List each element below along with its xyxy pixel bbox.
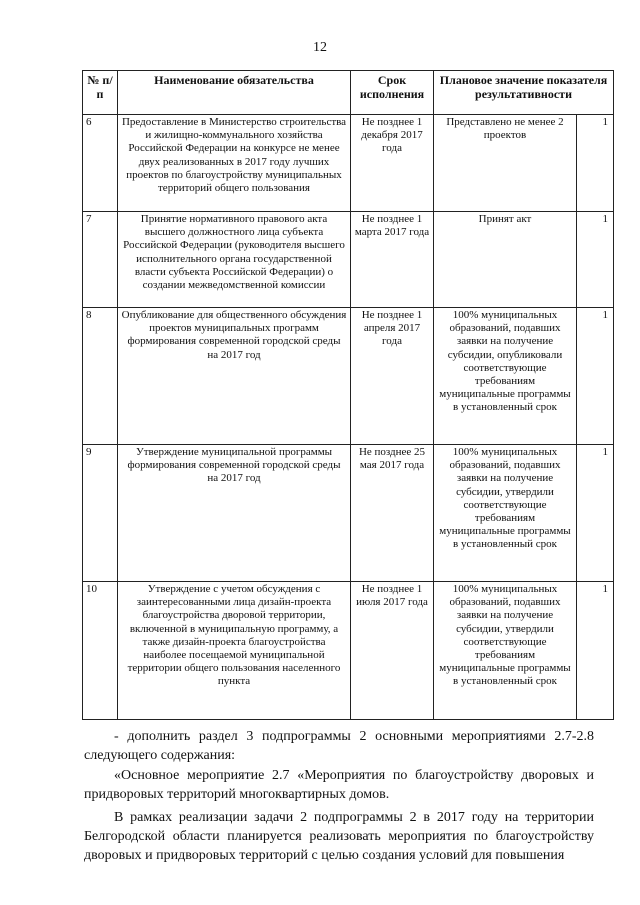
paragraph-amendment: - дополнить раздел 3 подпрограммы 2 основными мероприятиями 2.7-2.8 следующего содержания: (84, 729, 594, 763)
row-value: 100% муниципальных образований, подавших заявки на получение субсидии, опубликовали соответствующие требованиям муниципальные программы в установленный срок (434, 308, 577, 445)
row-score: 1 (577, 445, 614, 582)
table-row (83, 212, 614, 308)
row-score: 1 (577, 212, 614, 308)
page-number: 12 (313, 40, 327, 55)
row-name: Опубликование для общественного обсуждения проектов муниципальных программ формирования современной городской среды на 2017 год (118, 308, 351, 445)
row-score: 1 (577, 308, 614, 445)
row-term: Не позднее 1 июля 2017 года (351, 582, 434, 720)
row-num: 9 (83, 445, 118, 582)
header-value: Плановое значение показателя результативности (434, 71, 614, 115)
row-score: 1 (577, 115, 614, 212)
row-num: 6 (83, 115, 118, 212)
row-value: Представлено не менее 2 проектов (434, 115, 577, 212)
header-num: № п/п (83, 71, 118, 115)
header-term: Срок исполнения (351, 71, 434, 115)
row-name: Предоставление в Министерство строительства и жилищно-коммунального хозяйства Российской Федерации на конкурсе не менее двух реализованных в 2017 году лучших проектов по благоустройству муниципальных территорий общего пользования (118, 115, 351, 212)
paragraph-body: В рамках реализации задачи 2 подпрограммы 2 в 2017 году на территории Белгородской области планируется реализовать мероприятия по благоустройству дворовых и придворовых территорий с целью создания условий для повышения (84, 810, 594, 863)
table-row (83, 115, 614, 212)
row-num: 7 (83, 212, 118, 308)
table-row (83, 445, 614, 582)
row-name: Утверждение с учетом обсуждения с заинтересованными лица дизайн-проекта благоустройства дворовой территории, включенной в муниципальную программу, а также дизайн-проекта благоустройства наиболее посещаемой муниципальной территории общего пользования населенного пункта (118, 582, 351, 720)
row-name: Утверждение муниципальной программы формирования современной городской среды на 2017 год (118, 445, 351, 582)
row-value: 100% муниципальных образований, подавших заявки на получение субсидии, утвердили соответствующие требованиям муниципальные программы в установленный срок (434, 582, 577, 720)
row-term: Не позднее 1 апреля 2017 года (351, 308, 434, 445)
table-row (83, 582, 614, 720)
row-num: 10 (83, 582, 118, 720)
paragraph-measure-title: «Основное мероприятие 2.7 «Мероприятия по благоустройству дворовых и придворовых территорий многоквартирных домов. (84, 768, 594, 802)
row-value: 100% муниципальных образований, подавших заявки на получение субсидии, утвердили соответствующие требованиям муниципальные программы в установленный срок (434, 445, 577, 582)
row-num: 8 (83, 308, 118, 445)
row-score: 1 (577, 582, 614, 720)
table-row (83, 308, 614, 445)
row-term: Не позднее 1 декабря 2017 года (351, 115, 434, 212)
obligations-table (82, 70, 614, 720)
row-name: Принятие нормативного правового акта высшего должностного лица субъекта Российской Федерации (руководителя высшего исполнительного органа государственной власти субъекта Российской Федерации) о создании межведомственной комиссии (118, 212, 351, 308)
header-name: Наименование обязательства (118, 71, 351, 115)
row-term: Не позднее 1 марта 2017 года (351, 212, 434, 308)
row-term: Не позднее 25 мая 2017 года (351, 445, 434, 582)
table-header-row (83, 71, 614, 115)
row-value: Принят акт (434, 212, 577, 308)
